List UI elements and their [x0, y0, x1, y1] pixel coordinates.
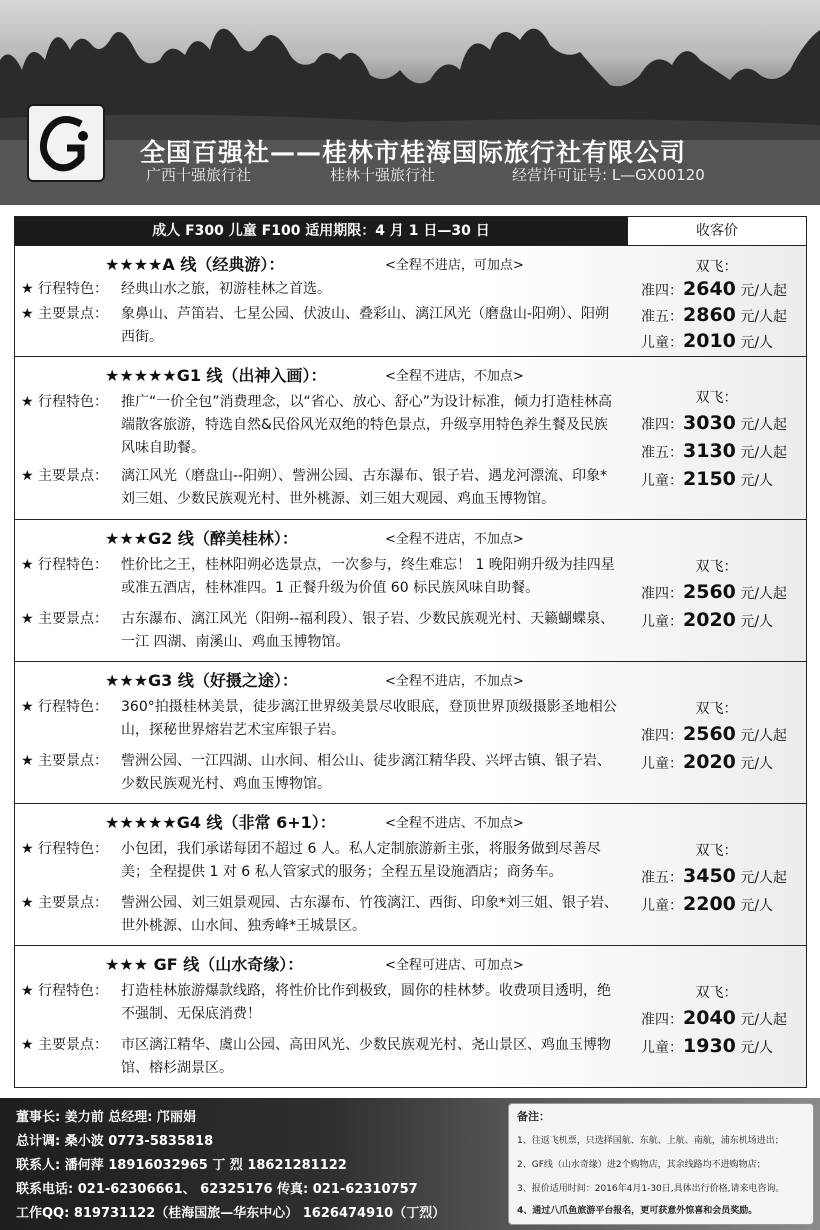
table-header-terms: 成人 F300 儿童 F100 适用期限：4 月 1 日—30 日 — [15, 217, 627, 245]
price-line: 儿童：2150 元/人 — [641, 468, 774, 490]
table-header — [15, 217, 806, 245]
award-guangxi: 广西十强旅行社 — [146, 166, 252, 184]
route-spots — [21, 465, 621, 511]
spots-text: 市区漓江精华、虞山公园、高田风光、少数民族观光村、尧山景区、鸡血玉博物馆、榕杉湖景区。 — [121, 1037, 611, 1076]
fly-label: 双飞： — [695, 559, 738, 575]
route-row-gf — [15, 945, 806, 1087]
route-note: <全程不进店，不加点> — [385, 369, 524, 384]
planner-line: 总计调: 桑小波 0773-5835818 — [16, 1134, 214, 1149]
route-note: <全程不进店，可加点> — [385, 258, 524, 273]
remark-item: 3、报价适用时间：2016年4月1-30日,具体出行价格,请来电咨询。 — [517, 1184, 785, 1194]
company-name: 全国百强社——桂林市桂海国际旅行社有限公司 — [140, 138, 687, 167]
route-spots — [21, 750, 621, 796]
spots-text: 古东瀑布、漓江风光（阳朔--福利段）、银子岩、少数民族观光村、天籁蝴蝶泉、一江 四湖、南溪山、鸡血玉博物馆。 — [121, 611, 615, 650]
qq-line: 工作QQ: 819731122（桂海国旅—华东中心） 1626474910（丁烈） — [16, 1206, 446, 1221]
feature-label: ★ 行程特色： — [21, 983, 109, 999]
route-spots — [21, 608, 621, 654]
price-line: 准五：2860 元/人起 — [641, 304, 788, 326]
price-line: 准四：3030 元/人起 — [641, 412, 788, 434]
feature-text: 经典山水之旅，初游桂林之首选。 — [121, 281, 331, 297]
feature-label: ★ 行程特色： — [21, 699, 109, 715]
route-price-table — [14, 216, 807, 1088]
fly-label: 双飞： — [695, 259, 738, 275]
spots-text: 訾洲公园、刘三姐景观园、古东瀑布、竹筏漓江、西街、印象*刘三姐、银子岩、世外桃源、山水间、独秀峰*王城景区。 — [121, 895, 618, 934]
route-feature — [21, 278, 621, 301]
remarks-title: 备注： — [517, 1110, 550, 1123]
spots-text: 象鼻山、芦笛岩、七星公园、伏波山、叠彩山、漓江风光（磨盘山-阳朔）、阳朔西街。 — [121, 306, 610, 345]
remark-item: 1、往返飞机票，只选择国航、东航、上航、南航，浦东机场进出； — [517, 1136, 784, 1146]
route-title: ★★★★★G1 线（出神入画）： — [105, 366, 327, 385]
phone-fax-line: 联系电话: 021-62306661、 62325176 传真: 021-62310757 — [16, 1182, 418, 1197]
price-line: 儿童：2200 元/人 — [641, 893, 774, 915]
route-feature — [21, 554, 621, 600]
route-price-cell — [627, 357, 806, 520]
route-feature — [21, 696, 621, 742]
route-note: <全程不进店，不加点> — [385, 532, 524, 547]
route-feature — [21, 838, 621, 884]
price-line: 儿童：2020 元/人 — [641, 609, 774, 631]
route-price-cell — [627, 520, 806, 662]
route-row-a — [15, 245, 806, 356]
logo-gj-icon — [29, 106, 103, 180]
feature-text: 推广“一价全包”消费理念，以“省心、放心、舒心”为设计标准，倾力打造桂林高端散客旅游，特选自然&民俗风光双绝的特色景点，升级享用特色养生餐及民族风味自助餐。 — [121, 394, 613, 456]
award-guilin: 桂林十强旅行社 — [330, 166, 436, 184]
remark-item: 2、GF线（山水奇缘）进2个购物店，其余线路均不进购物店； — [517, 1160, 766, 1170]
feature-text: 360°拍摄桂林美景，徒步漓江世界级美景尽收眼底，登顶世界顶级摄影圣地相公山，探秘世界熔岩艺术宝库银子岩。 — [121, 699, 617, 738]
route-note: <全程可进店、可加点> — [385, 958, 524, 973]
fly-label: 双飞： — [695, 843, 738, 859]
feature-text: 小包团，我们承诺每团不超过 6 人。私人定制旅游新主张，将服务做到尽善尽美；全程提供 1 对 6 私人管家式的服务；全程五星设施酒店；商务车。 — [121, 841, 601, 880]
route-feature — [21, 391, 621, 460]
company-logo — [27, 104, 105, 182]
header-banner — [0, 0, 820, 205]
route-title: ★★★G2 线（醉美桂林）： — [105, 529, 298, 548]
feature-label: ★ 行程特色： — [21, 394, 109, 410]
spots-label: ★ 主要景点： — [21, 306, 109, 322]
route-spots — [21, 303, 621, 349]
license-number: 经营许可证号: L—GX00120 — [512, 166, 705, 184]
route-price-cell — [627, 946, 806, 1088]
price-line: 儿童：1930 元/人 — [641, 1035, 774, 1057]
price-line: 准四：2040 元/人起 — [641, 1007, 788, 1029]
spots-text: 漓江风光（磨盘山--阳朔）、訾洲公园、古东瀑布、银子岩、遇龙河漂流、印象*刘三姐、少数民族观光村、世外桃源、刘三姐大观园、鸡血玉博物馆。 — [121, 468, 608, 507]
route-title: ★★★ GF 线（山水奇缘）： — [105, 955, 304, 974]
price-line: 准四：2560 元/人起 — [641, 723, 788, 745]
spots-text: 訾洲公园、一江四湖、山水间、相公山、徒步漓江精华段、兴坪古镇、银子岩、少数民族观光村、鸡血玉博物馆。 — [121, 753, 611, 792]
route-title: ★★★★A 线（经典游）： — [105, 255, 285, 274]
feature-label: ★ 行程特色： — [21, 281, 109, 297]
route-price-cell — [627, 246, 806, 357]
contact-person-line: 联系人: 潘何萍 18916032965 丁 烈 18621281122 — [16, 1158, 347, 1173]
route-row-g1 — [15, 356, 806, 519]
feature-label: ★ 行程特色： — [21, 557, 109, 573]
fly-label: 双飞： — [695, 701, 738, 717]
price-line: 准四：2560 元/人起 — [641, 581, 788, 603]
route-row-g3 — [15, 661, 806, 803]
route-row-g2 — [15, 519, 806, 661]
price-line: 准四：2640 元/人起 — [641, 278, 788, 300]
remark-item: 4、通过八爪鱼旅游平台报名，更可获意外惊喜和会员奖励。 — [517, 1206, 758, 1216]
route-feature — [21, 980, 621, 1026]
route-note: <全程不进店、不加点> — [385, 816, 524, 831]
spots-label: ★ 主要景点： — [21, 468, 109, 484]
route-spots — [21, 1034, 621, 1080]
management-line: 董事长: 姜力前 总经理: 邝丽娟 — [16, 1110, 196, 1125]
spots-label: ★ 主要景点： — [21, 1037, 109, 1053]
spots-label: ★ 主要景点： — [21, 611, 109, 627]
fly-label: 双飞： — [695, 390, 738, 406]
route-row-g4 — [15, 803, 806, 945]
fly-label: 双飞： — [695, 985, 738, 1001]
price-line: 准五：3450 元/人起 — [641, 865, 788, 887]
route-price-cell — [627, 662, 806, 804]
feature-text: 性价比之王，桂林阳朔必选景点，一次参与，终生难忘！ 1 晚阳朔升级为挂四星或准五酒店，桂林准四。1 正餐升级为价值 60 标民族风味自助餐。 — [121, 557, 615, 596]
route-note: <全程不进店，不加点> — [385, 674, 524, 689]
remarks-box — [508, 1103, 814, 1225]
spots-label: ★ 主要景点： — [21, 753, 109, 769]
price-line: 儿童：2020 元/人 — [641, 751, 774, 773]
spots-label: ★ 主要景点： — [21, 895, 109, 911]
route-title: ★★★G3 线（好摄之途）： — [105, 671, 298, 690]
route-spots — [21, 892, 621, 938]
price-line: 准五：3130 元/人起 — [641, 440, 788, 462]
table-header-price: 收客价 — [627, 217, 806, 245]
price-line: 儿童：2010 元/人 — [641, 330, 774, 352]
route-title: ★★★★★G4 线（非常 6+1）： — [105, 813, 336, 832]
route-price-cell — [627, 804, 806, 946]
feature-text: 打造桂林旅游爆款线路，将性价比作到极致，圆你的桂林梦。收费项目透明，绝不强制、无保底消费！ — [121, 983, 611, 1022]
feature-label: ★ 行程特色： — [21, 841, 109, 857]
